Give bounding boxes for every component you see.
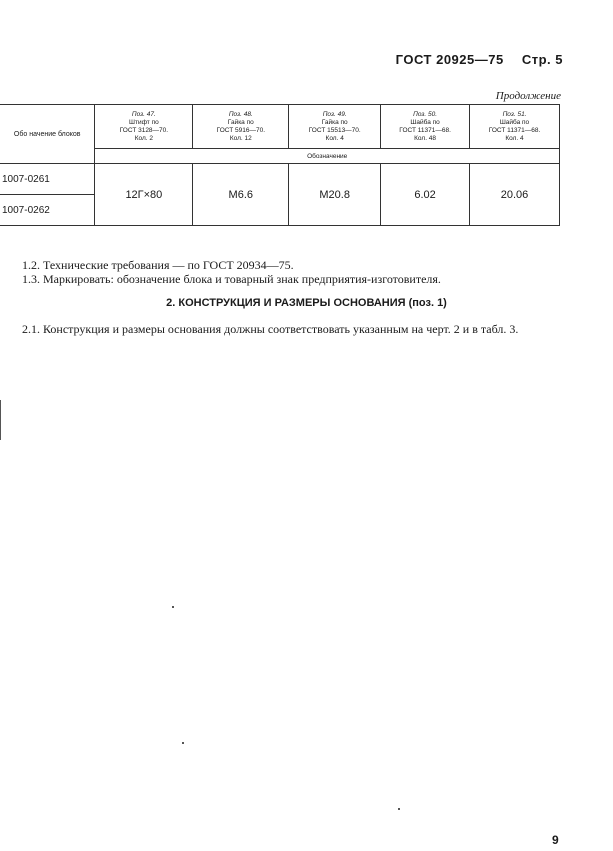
- scan-edge-mark: [0, 400, 1, 440]
- page-label: Стр. 5: [521, 52, 563, 67]
- construction-paragraph: 2.1. Конструкция и размеры основания должны соответствовать указанным на черт. 2 и в табл. 3.: [22, 322, 519, 336]
- position-num: Поз. 50.: [413, 110, 438, 118]
- position-num: Поз. 47.: [131, 110, 156, 118]
- position-line: Гайка по: [321, 118, 348, 126]
- position-line: Шайба по: [410, 118, 440, 126]
- position-num: Поз. 49.: [322, 110, 347, 118]
- position-50-header: [381, 105, 470, 149]
- position-line: Штифт по: [129, 118, 159, 126]
- page-number: 9: [552, 833, 559, 847]
- position-num: Поз. 51.: [502, 110, 527, 118]
- position-line: Кол. 2: [134, 134, 153, 142]
- section-title: 2. КОНСТРУКЦИЯ И РАЗМЕРЫ ОСНОВАНИЯ (поз. 1): [166, 297, 447, 309]
- requirements-line: 1.2. Технические требования — по ГОСТ 20934—75.: [22, 258, 294, 272]
- position-51-header: [470, 105, 560, 149]
- continued-label: Продолжение: [495, 90, 561, 102]
- scan-speck: [182, 742, 184, 744]
- position-line: Кол. 4: [325, 134, 344, 142]
- block-id-cell: 1007-0262: [0, 195, 95, 226]
- position-line: Кол. 12: [229, 134, 252, 142]
- position-line: ГОСТ 11371—68.: [488, 126, 541, 134]
- value-cell: 12Г×80: [95, 164, 193, 226]
- scan-speck: [172, 606, 174, 608]
- position-48-header: [193, 105, 289, 149]
- value-cell: М6.6: [193, 164, 289, 226]
- marking-line: 1.3. Маркировать: обозначение блока и товарный знак предприятия-изготовителя.: [22, 272, 441, 286]
- blocks-table: [0, 104, 560, 226]
- scan-speck: [398, 808, 400, 810]
- designation-subheader: Обозначение: [95, 149, 560, 164]
- position-49-header: [289, 105, 381, 149]
- position-line: Гайка по: [227, 118, 254, 126]
- position-line: Кол. 48: [414, 134, 437, 142]
- position-line: ГОСТ 5916—70.: [216, 126, 266, 134]
- standard-number: ГОСТ 20925—75: [395, 52, 504, 67]
- page-header: [396, 52, 563, 67]
- position-line: Шайба по: [499, 118, 530, 126]
- position-line: ГОСТ 11371—68.: [399, 126, 451, 134]
- position-line: Кол. 4: [505, 134, 524, 142]
- position-line: ГОСТ 3128—70.: [119, 126, 169, 134]
- value-cell: 20.06: [470, 164, 560, 226]
- position-num: Поз. 48.: [228, 110, 253, 118]
- designation-header: Обо начение блоков: [0, 105, 95, 164]
- value-cell: М20.8: [289, 164, 381, 226]
- value-cell: 6.02: [381, 164, 470, 226]
- position-line: ГОСТ 15513—70.: [308, 126, 361, 134]
- position-47-header: [95, 105, 193, 149]
- block-id-cell: 1007-0261: [0, 164, 95, 195]
